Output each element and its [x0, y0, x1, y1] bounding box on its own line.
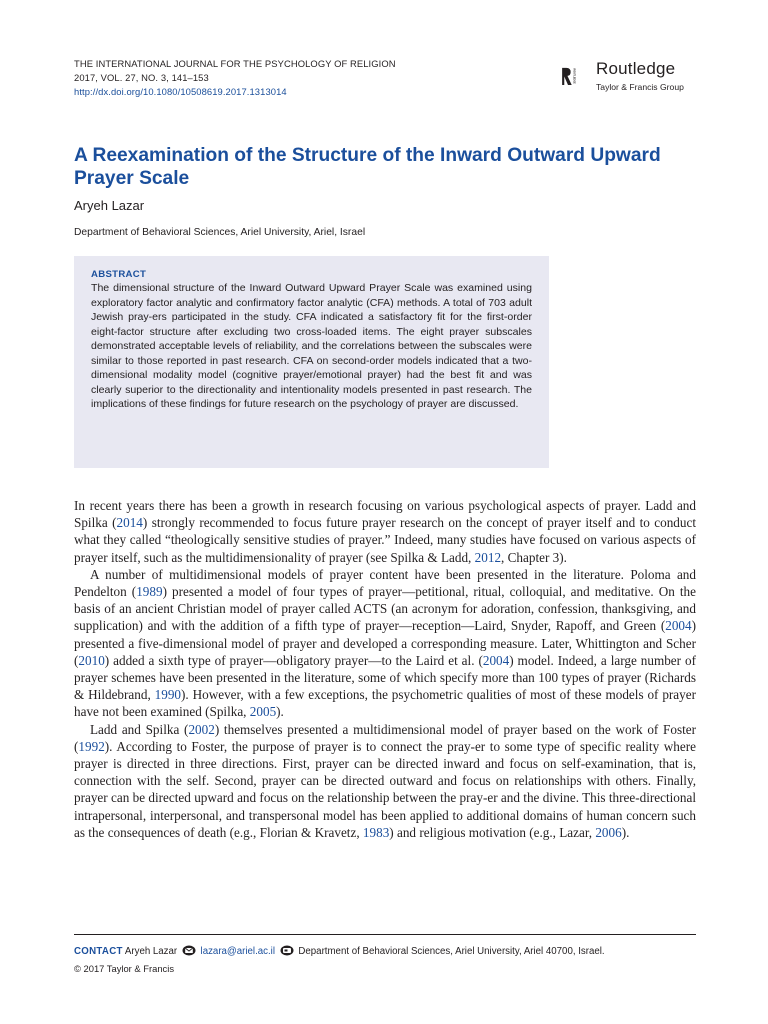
citation-link[interactable]: 2004	[482, 652, 510, 668]
contact-email[interactable]: lazara@ariel.ac.il	[200, 946, 275, 957]
copyright: © 2017 Taylor & Francis	[74, 963, 175, 974]
paragraph-2	[74, 566, 696, 721]
contact-address: Department of Behavioral Sciences, Ariel University, Ariel 40700, Israel.	[298, 946, 605, 957]
logo-vertical-text: ROUTLEDGE	[572, 68, 576, 84]
publisher-group: Taylor & Francis Group	[596, 82, 684, 92]
article-body	[74, 497, 696, 841]
text-run: A number of multidimensional models of prayer content have been presented in the literature. Poloma and Pendelton (	[74, 566, 696, 600]
text-run: ).	[621, 824, 630, 840]
citation-link[interactable]: 2006	[595, 824, 622, 840]
contact-footer	[74, 945, 696, 959]
text-run: ). However, with a few exceptions, the psychometric qualities of most of these models of prayer have not been examined (Spilka,	[74, 687, 696, 720]
text-run: ) model. Indeed, a large number of prayer schemes have been presented in the literature, some of which specify more than 100 types of prayer (Richards & Hildebrand,	[74, 652, 696, 703]
publisher-name: Routledge	[596, 59, 676, 78]
citation-link[interactable]: 1992	[78, 738, 105, 754]
citation-link[interactable]: 1989	[136, 584, 163, 600]
citation-link[interactable]: 2014	[116, 515, 143, 531]
text-run: ) added a sixth type of prayer—obligatory prayer—to the Laird et al. (	[104, 652, 483, 668]
abstract-text: The dimensional structure of the Inward Outward Upward Prayer Scale was examined using exploratory factor analytic and confirmatory factor analytic (CFA) methods. A total of 703 adult Jewish pray-ers participated in the study. CFA indicated a satisfactory fit for the first-order eight-factor structure after excluding two cross-loaded items. The eight prayer subscales demonstrated acceptable levels of reliability, and the correlations between the subscales were similar to those reported in past research. CFA on second-order models indicated that a two-dimensional modality model (cognitive prayer/emotional prayer) had the best fit and was clearly superior to the directionality and intentionality models presented in past research. The implications of these findings for future research on the psychology of prayer are discussed.	[91, 282, 532, 410]
text-run: ) presented a five-dimensional model of prayer and developed a corresponding measure. Later, Whittington and Scher (	[74, 618, 696, 668]
doi-link[interactable]: http://dx.doi.org/10.1080/10508619.2017.1313014	[74, 86, 287, 97]
contact-name: Aryeh Lazar	[124, 946, 178, 957]
text-run: Ladd and Spilka (	[90, 721, 189, 737]
citation-link[interactable]: 1983	[362, 824, 390, 840]
contact-label: CONTACT	[74, 946, 123, 957]
citation-link[interactable]: 2004	[665, 618, 692, 634]
article-title: A Reexamination of the Structure of the Inward Outward Upward Prayer Scale	[74, 145, 661, 189]
journal-name: THE INTERNATIONAL JOURNAL FOR THE PSYCHOLOGY OF RELIGION	[74, 58, 396, 69]
citation-link[interactable]: 2002	[188, 721, 215, 737]
citation-link[interactable]: 2005	[249, 704, 277, 720]
journal-volume: 2017, VOL. 27, NO. 3, 141–153	[74, 72, 209, 83]
footer-divider	[74, 934, 696, 935]
author-affiliation: Department of Behavioral Sciences, Ariel University, Ariel, Israel	[74, 227, 366, 238]
routledge-logo-icon	[560, 58, 576, 96]
text-run: ). According to Foster, the purpose of prayer is to connect the pray-er to some type of specific reality where prayer is directed in three directions. First, prayer can be directed inward and focus on self-examination, that is, connection with the self. Second, prayer can be directed outward and focus on relationships with others. Finally, prayer can be directed upward and focus on the relationship between the pray-er and the divine. This three-directional intrapersonal, interpersonal, and transpersonal model has been applied to additional domains of human concern such as the consequences of death (e.g., Florian & Kravetz,	[74, 738, 696, 840]
paragraph-3	[74, 721, 696, 841]
text-run: In recent years there has been a growth in research focusing on various psychological aspects of prayer. Ladd and Spilka (	[74, 498, 696, 531]
text-run: , Chapter 3).	[501, 549, 567, 565]
abstract-heading: ABSTRACT	[91, 269, 147, 280]
text-run: ).	[276, 704, 284, 720]
paragraph-1	[74, 497, 696, 566]
text-run: ) presented a model of four types of prayer—petitional, ritual, colloquial, and meditative. On the basis of an ancient Christian model of prayer called ACTS (an acronym for adoration, confession, thanksgiving, and supplication) and with the addition of a fifth type of prayer—reception—Laird, Snyder, Rapoff, and Green (	[74, 584, 697, 634]
citation-link[interactable]: 1990	[154, 687, 182, 703]
journal-header	[74, 57, 504, 99]
envelope-icon	[182, 945, 196, 956]
publisher-logo	[560, 58, 700, 98]
abstract-box	[74, 256, 549, 468]
mailbox-icon	[280, 945, 294, 956]
citation-link[interactable]: 2010	[78, 652, 105, 668]
text-run: ) and religious motivation (e.g., Lazar,	[389, 824, 596, 840]
citation-link[interactable]: 2012	[474, 549, 502, 565]
text-run: ) themselves presented a multidimensional model of prayer based on the work of Foster (	[74, 721, 697, 754]
text-run: ) strongly recommended to focus future prayer research on the concept of prayer itself and to conduct what they called “theologically sensitive studies of prayer.” Indeed, many studies have focused on various aspects of prayer itself, such as the multidimensionality of prayer (see Spilka & Ladd,	[74, 515, 696, 565]
article-author: Aryeh Lazar	[74, 198, 145, 213]
